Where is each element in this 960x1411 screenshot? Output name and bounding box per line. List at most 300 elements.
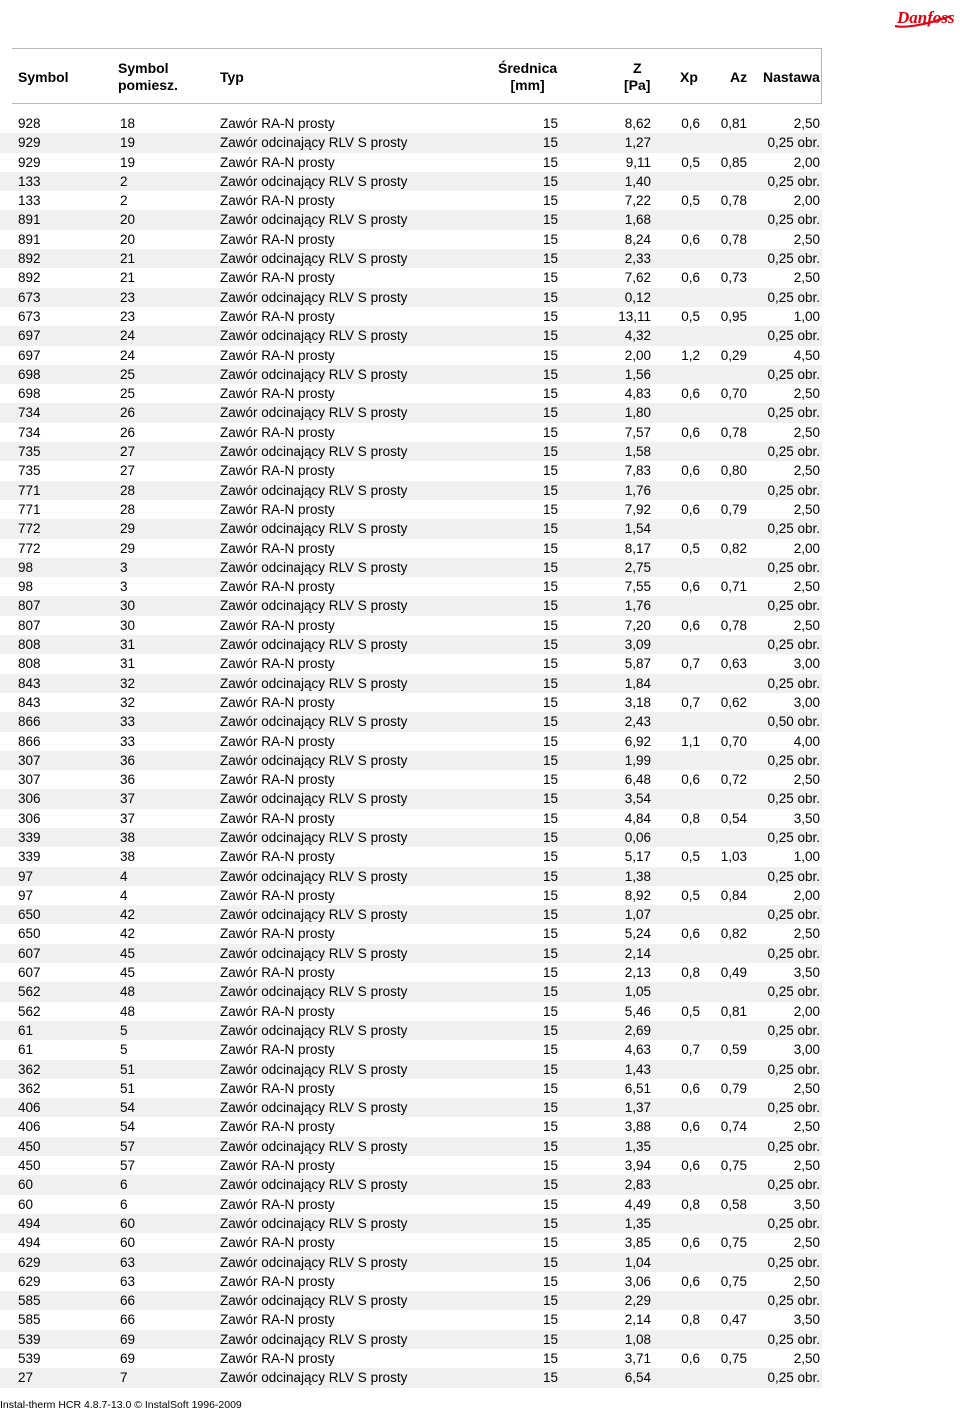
cell-srednica: 15 bbox=[542, 212, 558, 228]
cell-z: 1,27 bbox=[624, 135, 651, 151]
cell-z: 2,14 bbox=[624, 945, 651, 961]
cell-az: 0,75 bbox=[720, 1351, 747, 1366]
cell-z: 1,08 bbox=[624, 1331, 651, 1347]
cell-symbol-pomiesz: 6 bbox=[120, 1177, 128, 1193]
table-row bbox=[0, 288, 822, 307]
cell-symbol: 607 bbox=[18, 965, 41, 981]
cell-symbol-pomiesz: 25 bbox=[120, 366, 136, 382]
cell-xp: 0,6 bbox=[681, 772, 700, 788]
cell-symbol-pomiesz: 18 bbox=[120, 116, 136, 131]
cell-srednica: 15 bbox=[542, 251, 558, 267]
table-row bbox=[0, 924, 822, 943]
cell-symbol: 307 bbox=[18, 772, 41, 788]
table-row bbox=[0, 210, 822, 229]
cell-symbol: 629 bbox=[18, 1254, 41, 1270]
cell-nastawa: 0,25 obr. bbox=[767, 791, 820, 807]
table-row bbox=[0, 1330, 822, 1349]
cell-symbol: 362 bbox=[18, 1061, 41, 1077]
cell-typ: Zawór odcinający RLV S prosty bbox=[220, 1138, 408, 1154]
cell-az: 0,78 bbox=[720, 424, 747, 440]
cell-srednica: 15 bbox=[542, 1061, 558, 1077]
cell-symbol: 539 bbox=[18, 1351, 41, 1366]
cell-symbol: 562 bbox=[18, 984, 41, 1000]
cell-z: 4,49 bbox=[624, 1196, 651, 1212]
cell-xp: 0,6 bbox=[681, 1080, 700, 1096]
cell-nastawa: 0,25 obr. bbox=[767, 328, 820, 344]
cell-srednica: 15 bbox=[542, 1042, 558, 1058]
cell-symbol-pomiesz: 69 bbox=[120, 1331, 136, 1347]
cell-az: 0,47 bbox=[720, 1312, 747, 1328]
cell-typ: Zawór RA-N prosty bbox=[220, 386, 335, 402]
cell-z: 2,29 bbox=[624, 1293, 651, 1309]
cell-symbol: 698 bbox=[18, 366, 41, 382]
cell-srednica: 15 bbox=[542, 656, 558, 672]
cell-typ: Zawór RA-N prosty bbox=[220, 463, 335, 479]
cell-z: 7,92 bbox=[624, 501, 651, 517]
cell-az: 0,71 bbox=[720, 579, 747, 595]
cell-xp: 0,6 bbox=[681, 1351, 700, 1366]
cell-z: 2,13 bbox=[624, 965, 651, 981]
cell-nastawa: 3,50 bbox=[793, 965, 820, 981]
cell-symbol: 307 bbox=[18, 752, 41, 768]
cell-z: 3,85 bbox=[624, 1235, 651, 1251]
cell-srednica: 15 bbox=[542, 714, 558, 730]
table-row bbox=[0, 1156, 822, 1175]
cell-typ: Zawór RA-N prosty bbox=[220, 617, 335, 633]
cell-xp: 0,5 bbox=[681, 308, 700, 324]
cell-symbol: 61 bbox=[18, 1022, 34, 1038]
cell-symbol-pomiesz: 38 bbox=[120, 829, 136, 845]
logo-wordmark: Danfoss bbox=[897, 8, 955, 27]
table-row bbox=[0, 172, 822, 191]
cell-z: 2,14 bbox=[624, 1312, 651, 1328]
table-row bbox=[0, 1214, 822, 1233]
cell-symbol-pomiesz: 24 bbox=[120, 328, 136, 344]
cell-typ: Zawór RA-N prosty bbox=[220, 656, 335, 672]
cell-symbol-pomiesz: 48 bbox=[120, 984, 136, 1000]
cell-typ: Zawór RA-N prosty bbox=[220, 1080, 335, 1096]
cell-srednica: 15 bbox=[542, 887, 558, 903]
cell-az: 0,75 bbox=[720, 1273, 747, 1289]
cell-symbol-pomiesz: 54 bbox=[120, 1119, 136, 1135]
table-row bbox=[0, 114, 822, 133]
cell-symbol: 306 bbox=[18, 810, 41, 826]
cell-symbol-pomiesz: 7 bbox=[120, 1370, 128, 1386]
cell-xp: 0,7 bbox=[681, 1042, 700, 1058]
cell-srednica: 15 bbox=[542, 907, 558, 923]
cell-xp: 0,5 bbox=[681, 1003, 700, 1019]
cell-nastawa: 0,25 obr. bbox=[767, 907, 820, 923]
cell-typ: Zawór RA-N prosty bbox=[220, 1158, 335, 1174]
cell-nastawa: 2,50 bbox=[793, 424, 820, 440]
cell-srednica: 15 bbox=[542, 444, 558, 460]
cell-xp: 0,6 bbox=[681, 579, 700, 595]
table-row bbox=[0, 789, 822, 808]
table-row bbox=[0, 1117, 822, 1136]
cell-srednica: 15 bbox=[542, 328, 558, 344]
cell-z: 9,11 bbox=[625, 154, 651, 170]
cell-srednica: 15 bbox=[542, 193, 558, 209]
table-row bbox=[0, 1195, 822, 1214]
cell-xp: 0,7 bbox=[681, 694, 700, 710]
cell-symbol-pomiesz: 42 bbox=[120, 907, 136, 923]
cell-symbol: 650 bbox=[18, 907, 41, 923]
cell-z: 6,51 bbox=[624, 1080, 651, 1096]
cell-symbol: 629 bbox=[18, 1273, 41, 1289]
cell-typ: Zawór RA-N prosty bbox=[220, 965, 335, 981]
cell-symbol: 698 bbox=[18, 386, 41, 402]
cell-z: 2,00 bbox=[624, 347, 651, 363]
table-row bbox=[0, 654, 822, 673]
cell-az: 0,75 bbox=[720, 1235, 747, 1251]
cell-typ: Zawór RA-N prosty bbox=[220, 772, 335, 788]
cell-symbol-pomiesz: 23 bbox=[120, 289, 136, 305]
cell-srednica: 15 bbox=[542, 231, 558, 247]
cell-symbol-pomiesz: 29 bbox=[120, 521, 136, 537]
table-row bbox=[0, 847, 822, 866]
cell-typ: Zawór odcinający RLV S prosty bbox=[220, 907, 408, 923]
cell-srednica: 15 bbox=[542, 116, 558, 131]
cell-symbol-pomiesz: 45 bbox=[120, 945, 136, 961]
cell-srednica: 15 bbox=[542, 1080, 558, 1096]
cell-srednica: 15 bbox=[542, 868, 558, 884]
cell-xp: 0,5 bbox=[681, 849, 700, 865]
cell-z: 3,06 bbox=[624, 1273, 651, 1289]
cell-typ: Zawór RA-N prosty bbox=[220, 1003, 335, 1019]
table-row bbox=[0, 1253, 822, 1272]
table-row bbox=[0, 384, 822, 403]
cell-typ: Zawór odcinający RLV S prosty bbox=[220, 328, 408, 344]
cell-srednica: 15 bbox=[542, 1331, 558, 1347]
cell-nastawa: 0,25 obr. bbox=[767, 675, 820, 691]
cell-symbol-pomiesz: 69 bbox=[120, 1351, 136, 1366]
cell-symbol: 807 bbox=[18, 598, 41, 614]
cell-symbol-pomiesz: 32 bbox=[120, 694, 136, 710]
cell-symbol: 98 bbox=[18, 559, 34, 575]
cell-typ: Zawór RA-N prosty bbox=[220, 1273, 335, 1289]
cell-symbol: 60 bbox=[18, 1177, 34, 1193]
table-row bbox=[0, 133, 822, 152]
cell-z: 3,09 bbox=[624, 637, 651, 653]
cell-nastawa: 3,00 bbox=[793, 694, 820, 710]
cell-srednica: 15 bbox=[542, 675, 558, 691]
cell-nastawa: 0,25 obr. bbox=[767, 637, 820, 653]
cell-nastawa: 0,25 obr. bbox=[767, 135, 820, 151]
cell-srednica: 15 bbox=[542, 1119, 558, 1135]
cell-typ: Zawór RA-N prosty bbox=[220, 347, 335, 363]
cell-symbol: 673 bbox=[18, 289, 41, 305]
cell-nastawa: 2,50 bbox=[793, 231, 820, 247]
cell-xp: 0,6 bbox=[681, 926, 700, 942]
cell-nastawa: 0,25 obr. bbox=[767, 984, 820, 1000]
cell-xp: 0,8 bbox=[681, 965, 700, 981]
table-row bbox=[0, 1040, 822, 1059]
cell-nastawa: 3,00 bbox=[793, 656, 820, 672]
cell-srednica: 15 bbox=[542, 772, 558, 788]
cell-srednica: 15 bbox=[542, 617, 558, 633]
table-row bbox=[0, 481, 822, 500]
cell-symbol: 494 bbox=[18, 1235, 41, 1251]
cell-srednica: 15 bbox=[542, 366, 558, 382]
cell-typ: Zawór RA-N prosty bbox=[220, 501, 335, 517]
cell-symbol-pomiesz: 21 bbox=[120, 270, 136, 286]
cell-xp: 0,6 bbox=[681, 1273, 700, 1289]
cell-symbol: 734 bbox=[18, 424, 41, 440]
cell-az: 0,79 bbox=[720, 501, 747, 517]
cell-z: 2,43 bbox=[624, 714, 651, 730]
cell-z: 0,06 bbox=[624, 829, 651, 845]
cell-symbol: 339 bbox=[18, 849, 41, 865]
cell-srednica: 15 bbox=[542, 598, 558, 614]
cell-srednica: 15 bbox=[542, 1158, 558, 1174]
cell-symbol: 843 bbox=[18, 675, 41, 691]
cell-nastawa: 2,50 bbox=[793, 386, 820, 402]
cell-az: 0,62 bbox=[720, 694, 747, 710]
cell-nastawa: 0,25 obr. bbox=[767, 405, 820, 421]
cell-symbol: 807 bbox=[18, 617, 41, 633]
cell-xp: 0,5 bbox=[681, 193, 700, 209]
cell-symbol-pomiesz: 27 bbox=[120, 463, 136, 479]
cell-typ: Zawór odcinający RLV S prosty bbox=[220, 482, 408, 498]
cell-az: 0,82 bbox=[720, 540, 747, 556]
cell-az: 0,95 bbox=[720, 308, 747, 324]
cell-symbol: 133 bbox=[18, 173, 41, 189]
cell-az: 0,29 bbox=[720, 347, 747, 363]
cell-az: 0,63 bbox=[720, 656, 747, 672]
cell-symbol: 539 bbox=[18, 1331, 41, 1347]
cell-z: 5,24 bbox=[624, 926, 651, 942]
cell-symbol-pomiesz: 60 bbox=[120, 1215, 136, 1231]
cell-symbol-pomiesz: 66 bbox=[120, 1312, 136, 1328]
cell-nastawa: 2,50 bbox=[793, 772, 820, 788]
table-row bbox=[0, 442, 822, 461]
table-row bbox=[0, 809, 822, 828]
cell-z: 1,35 bbox=[624, 1215, 651, 1231]
cell-typ: Zawór odcinający RLV S prosty bbox=[220, 791, 408, 807]
cell-srednica: 15 bbox=[542, 540, 558, 556]
cell-symbol: 808 bbox=[18, 656, 41, 672]
cell-symbol-pomiesz: 26 bbox=[120, 405, 136, 421]
cell-az: 0,75 bbox=[720, 1158, 747, 1174]
cell-typ: Zawór RA-N prosty bbox=[220, 193, 335, 209]
cell-az: 0,81 bbox=[720, 116, 747, 131]
cell-symbol: 891 bbox=[18, 212, 41, 228]
cell-symbol: 929 bbox=[18, 154, 41, 170]
table-header bbox=[12, 48, 822, 104]
cell-symbol-pomiesz: 4 bbox=[120, 887, 128, 903]
cell-z: 7,62 bbox=[624, 270, 651, 286]
cell-nastawa: 0,25 obr. bbox=[767, 521, 820, 537]
cell-symbol: 866 bbox=[18, 714, 41, 730]
cell-nastawa: 0,25 obr. bbox=[767, 289, 820, 305]
cell-z: 1,80 bbox=[624, 405, 651, 421]
cell-symbol: 306 bbox=[18, 791, 41, 807]
cell-nastawa: 0,25 obr. bbox=[767, 1215, 820, 1231]
cell-nastawa: 2,00 bbox=[793, 887, 820, 903]
table-row bbox=[0, 500, 822, 519]
cell-nastawa: 0,25 obr. bbox=[767, 1254, 820, 1270]
cell-symbol-pomiesz: 51 bbox=[120, 1061, 136, 1077]
cell-typ: Zawór RA-N prosty bbox=[220, 926, 335, 942]
table-row bbox=[0, 770, 822, 789]
danfoss-logo bbox=[893, 4, 955, 32]
valve-table bbox=[0, 114, 822, 1388]
cell-symbol-pomiesz: 57 bbox=[120, 1138, 136, 1154]
cell-symbol-pomiesz: 54 bbox=[120, 1100, 136, 1116]
cell-az: 0,81 bbox=[720, 1003, 747, 1019]
cell-symbol-pomiesz: 42 bbox=[120, 926, 136, 942]
cell-symbol: 734 bbox=[18, 405, 41, 421]
cell-symbol-pomiesz: 20 bbox=[120, 231, 136, 247]
cell-symbol: 808 bbox=[18, 637, 41, 653]
cell-symbol-pomiesz: 60 bbox=[120, 1235, 136, 1251]
cell-xp: 1,1 bbox=[681, 733, 700, 749]
cell-z: 1,37 bbox=[624, 1100, 651, 1116]
cell-z: 2,83 bbox=[624, 1177, 651, 1193]
cell-srednica: 15 bbox=[542, 173, 558, 189]
table-row bbox=[0, 1175, 822, 1194]
cell-nastawa: 0,25 obr. bbox=[767, 251, 820, 267]
cell-nastawa: 0,25 obr. bbox=[767, 366, 820, 382]
cell-nastawa: 0,25 obr. bbox=[767, 598, 820, 614]
cell-symbol-pomiesz: 19 bbox=[120, 135, 136, 151]
table-row bbox=[0, 249, 822, 268]
cell-symbol: 607 bbox=[18, 945, 41, 961]
cell-symbol: 891 bbox=[18, 231, 41, 247]
cell-az: 0,59 bbox=[720, 1042, 747, 1058]
cell-symbol: 450 bbox=[18, 1158, 41, 1174]
cell-symbol-pomiesz: 37 bbox=[120, 791, 136, 807]
cell-xp: 0,6 bbox=[681, 231, 700, 247]
cell-z: 3,18 bbox=[624, 694, 651, 710]
cell-az: 0,73 bbox=[720, 270, 747, 286]
cell-typ: Zawór RA-N prosty bbox=[220, 1119, 335, 1135]
cell-typ: Zawór RA-N prosty bbox=[220, 694, 335, 710]
cell-srednica: 15 bbox=[542, 347, 558, 363]
cell-symbol-pomiesz: 45 bbox=[120, 965, 136, 981]
cell-nastawa: 2,00 bbox=[793, 1003, 820, 1019]
cell-symbol: 866 bbox=[18, 733, 41, 749]
cell-symbol: 60 bbox=[18, 1196, 34, 1212]
cell-az: 0,78 bbox=[720, 231, 747, 247]
cell-z: 1,54 bbox=[624, 521, 651, 537]
cell-typ: Zawór RA-N prosty bbox=[220, 231, 335, 247]
cell-symbol: 61 bbox=[18, 1042, 34, 1058]
cell-symbol: 362 bbox=[18, 1080, 41, 1096]
cell-typ: Zawór RA-N prosty bbox=[220, 424, 335, 440]
cell-nastawa: 2,50 bbox=[793, 1080, 820, 1096]
table-row bbox=[0, 539, 822, 558]
cell-srednica: 15 bbox=[542, 521, 558, 537]
cell-z: 1,04 bbox=[624, 1254, 651, 1270]
cell-az: 0,78 bbox=[720, 193, 747, 209]
cell-srednica: 15 bbox=[542, 1293, 558, 1309]
cell-srednica: 15 bbox=[542, 1100, 558, 1116]
table-row bbox=[0, 1233, 822, 1252]
cell-srednica: 15 bbox=[542, 849, 558, 865]
table-row bbox=[0, 732, 822, 751]
cell-symbol: 673 bbox=[18, 308, 41, 324]
cell-typ: Zawór RA-N prosty bbox=[220, 154, 335, 170]
cell-srednica: 15 bbox=[542, 1235, 558, 1251]
cell-typ: Zawór odcinający RLV S prosty bbox=[220, 135, 408, 151]
cell-srednica: 15 bbox=[542, 1022, 558, 1038]
cell-symbol-pomiesz: 36 bbox=[120, 752, 136, 768]
cell-nastawa: 0,25 obr. bbox=[767, 1177, 820, 1193]
cell-typ: Zawór RA-N prosty bbox=[220, 270, 335, 286]
cell-z: 1,56 bbox=[624, 366, 651, 382]
cell-srednica: 15 bbox=[542, 733, 558, 749]
table-row bbox=[0, 1137, 822, 1156]
cell-nastawa: 2,50 bbox=[793, 617, 820, 633]
cell-symbol: 406 bbox=[18, 1100, 41, 1116]
cell-srednica: 15 bbox=[542, 308, 558, 324]
cell-typ: Zawór odcinający RLV S prosty bbox=[220, 1293, 408, 1309]
cell-nastawa: 0,25 obr. bbox=[767, 1370, 820, 1386]
cell-nastawa: 4,00 bbox=[793, 733, 820, 749]
cell-symbol-pomiesz: 33 bbox=[120, 714, 136, 730]
cell-srednica: 15 bbox=[542, 154, 558, 170]
cell-nastawa: 0,25 obr. bbox=[767, 1100, 820, 1116]
cell-z: 8,17 bbox=[624, 540, 651, 556]
cell-srednica: 15 bbox=[542, 1215, 558, 1231]
cell-z: 8,62 bbox=[624, 116, 651, 131]
cell-z: 1,40 bbox=[624, 173, 651, 189]
cell-symbol: 133 bbox=[18, 193, 41, 209]
cell-nastawa: 0,25 obr. bbox=[767, 444, 820, 460]
cell-typ: Zawór odcinający RLV S prosty bbox=[220, 1331, 408, 1347]
cell-z: 1,76 bbox=[624, 598, 651, 614]
table-row bbox=[0, 944, 822, 963]
cell-symbol: 562 bbox=[18, 1003, 41, 1019]
cell-symbol: 735 bbox=[18, 444, 41, 460]
cell-symbol: 97 bbox=[18, 868, 34, 884]
cell-symbol-pomiesz: 2 bbox=[120, 173, 128, 189]
cell-nastawa: 2,00 bbox=[793, 193, 820, 209]
cell-typ: Zawór odcinający RLV S prosty bbox=[220, 521, 408, 537]
cell-nastawa: 2,50 bbox=[793, 579, 820, 595]
cell-typ: Zawór odcinający RLV S prosty bbox=[220, 444, 408, 460]
cell-z: 3,94 bbox=[624, 1158, 651, 1174]
cell-symbol: 843 bbox=[18, 694, 41, 710]
cell-az: 0,49 bbox=[720, 965, 747, 981]
cell-z: 8,92 bbox=[624, 887, 651, 903]
cell-z: 1,58 bbox=[624, 444, 651, 460]
cell-az: 0,82 bbox=[720, 926, 747, 942]
cell-srednica: 15 bbox=[542, 501, 558, 517]
cell-symbol-pomiesz: 63 bbox=[120, 1254, 136, 1270]
cell-nastawa: 0,25 obr. bbox=[767, 945, 820, 961]
cell-nastawa: 2,50 bbox=[793, 463, 820, 479]
cell-symbol: 697 bbox=[18, 328, 41, 344]
cell-symbol: 339 bbox=[18, 829, 41, 845]
cell-nastawa: 0,50 obr. bbox=[767, 714, 820, 730]
cell-z: 7,55 bbox=[624, 579, 651, 595]
table-row bbox=[0, 1098, 822, 1117]
cell-z: 8,24 bbox=[624, 231, 651, 247]
cell-srednica: 15 bbox=[542, 579, 558, 595]
cell-nastawa: 2,50 bbox=[793, 1119, 820, 1135]
cell-srednica: 15 bbox=[542, 829, 558, 845]
cell-symbol: 771 bbox=[18, 482, 41, 498]
cell-z: 7,20 bbox=[624, 617, 651, 633]
cell-typ: Zawór odcinający RLV S prosty bbox=[220, 405, 408, 421]
cell-symbol-pomiesz: 28 bbox=[120, 482, 136, 498]
cell-typ: Zawór odcinający RLV S prosty bbox=[220, 173, 408, 189]
cell-srednica: 15 bbox=[542, 791, 558, 807]
cell-symbol: 450 bbox=[18, 1138, 41, 1154]
cell-typ: Zawór odcinający RLV S prosty bbox=[220, 1215, 408, 1231]
